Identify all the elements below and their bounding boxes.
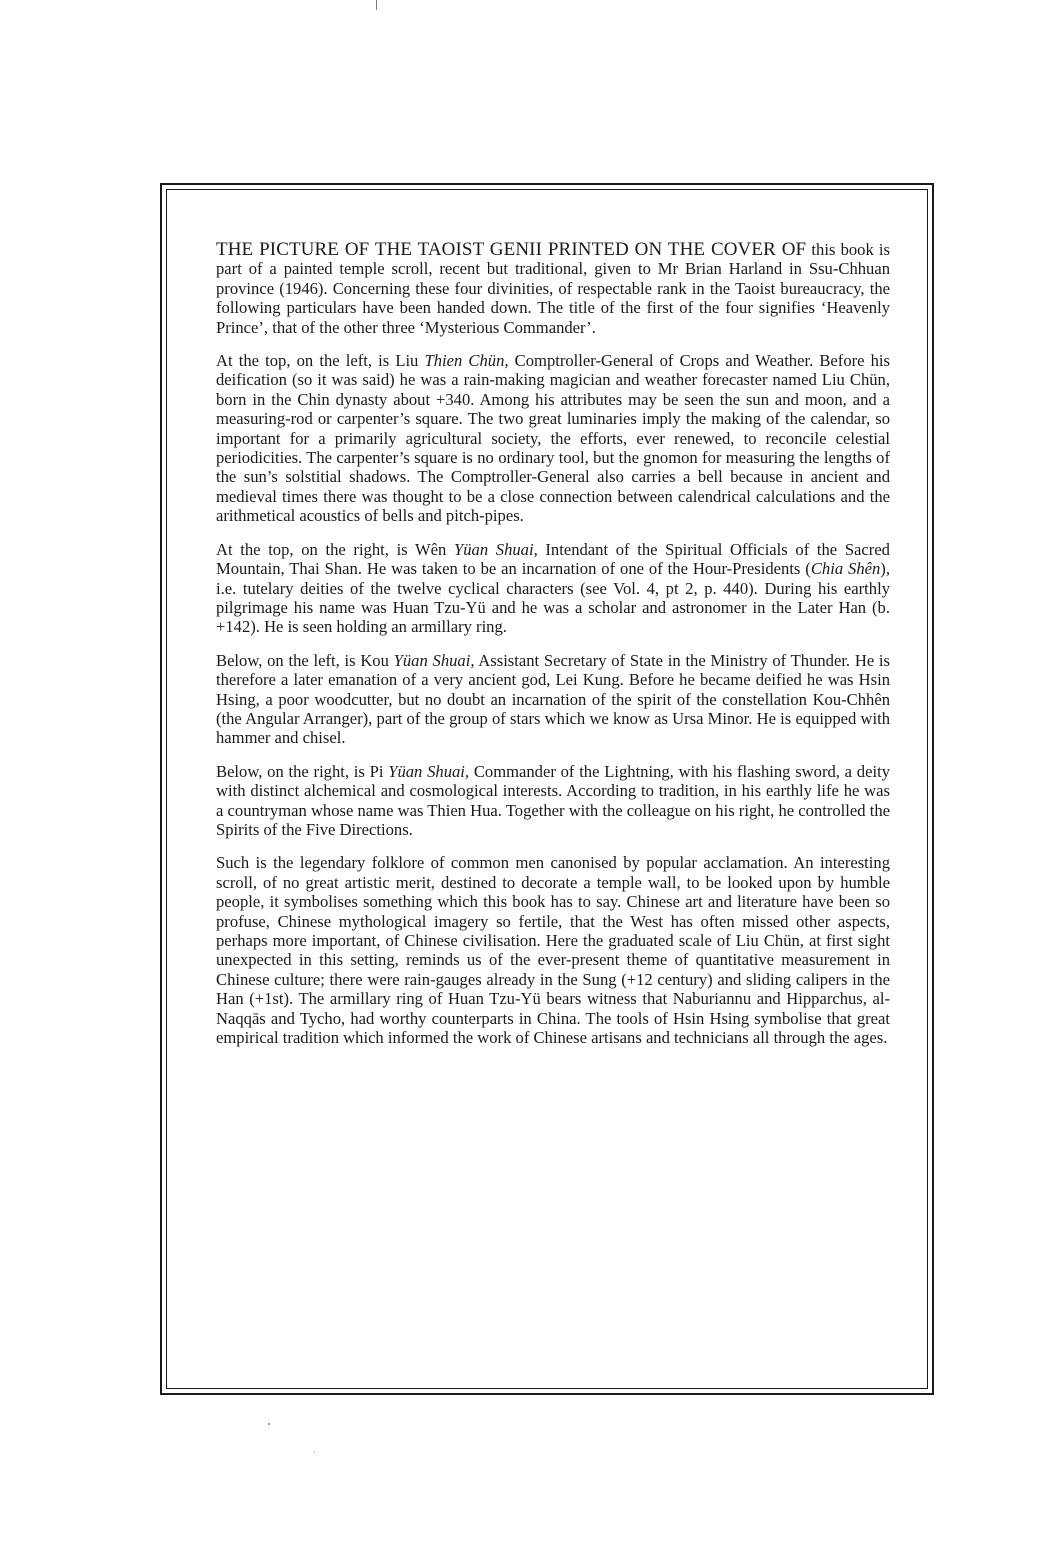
paragraph-5-text-a: Below, on the right, is Pi (216, 761, 389, 781)
paragraph-5-text-b: Commander of the Lightning, with his flashing sword, a deity with distinct alchemical and cosmological interests. According to tradition, in his earthly life he was a countryman whose name was Thien Hua. Together with the colleague on his right, he controlled the Spirits of the Five Directions. (216, 761, 890, 839)
paragraph-1-text: this book is part of a painted temple scroll, recent but traditional, given to Mr Brian Harland in Ssu-Chhuan province (1946). Concerning these four divinities, of respectable rank in the Taoist bureaucracy, the following particulars have been handed down. The title of the first of the four signifies ‘Heavenly Prince’, that of the other three ‘Mysterious Commander’. (216, 240, 891, 337)
paragraph-4-italic: Yüan Shuai, (393, 650, 475, 670)
scan-mark (376, 0, 377, 10)
paragraph-4 (216, 651, 890, 748)
paragraph-3 (216, 540, 890, 637)
paragraph-3-text-b: Intendant of the Spiritual Officials of the Sacred Mountain, Thai Shan. He was taken to be an incarnation of one of the Hour-Presidents ( (216, 539, 890, 579)
paragraph-2-italic: Thien Chün, (424, 351, 509, 371)
paragraph-4-text-b: Assistant Secretary of State in the Ministry of Thunder. He is therefore a later emanation of a very ancient god, Lei Kung. Before he became deified he was Hsin Hsing, a poor woodcutter, but no doubt an incarnation of the spirit of the constellation Kou-Chhên (the Angular Arranger), part of the group of stars which we know as Ursa Minor. He is equipped with hammer and chisel. (216, 650, 890, 748)
lead-caps: THE PICTURE OF THE TAOIST GENII PRINTED ON THE COVER OF (216, 239, 807, 260)
scan-speck (268, 1423, 270, 1425)
paragraph-3-text-a: At the top, on the right, is Wên (216, 539, 454, 559)
paragraph-1 (216, 240, 890, 337)
paragraph-2-text-b: Comptroller-General of Crops and Weather. Before his deification (so it was said) he was a rain-making magician and weather forecaster named Liu Chün, born in the Chin dynasty about +340. Among his attributes may be seen the sun and moon, and a measuring-rod or carpenter’s square. The two great luminaries imply the making of the calendar, so important for a primarily agricultural society, the efforts, ever renewed, to reconcile celestial periodicities. The carpenter’s square is no ordinary tool, but the gnomon for measuring the lengths of the sun’s solstitial shadows. The Comptroller-General also carries a bell because in ancient and medieval times there was thought to be a close connection between calendrical calculations and the arithmetical acoustics of bells and pitch-pipes. (216, 351, 890, 526)
paragraph-6: Such is the legendary folklore of common men canonised by popular acclamation. An interesting scroll, of no great artistic merit, destined to decorate a temple wall, to be looked upon by humble people, it symbolises something which this book has to say. Chinese art and literature have been so profuse, Chinese mythological imagery so fertile, that the West has often missed other aspects, perhaps more important, of Chinese civilisation. Here the graduated scale of Liu Chün, at first sight unexpected in this setting, reminds us of the ever-present theme of quantitative measurement in Chinese culture; there were rain-gauges already in the Sung (+12 century) and sliding calipers in the Han (+1st). The armillary ring of Huan Tzu-Yü bears witness that Naburiannu and Hipparchus, al-Naqqās and Tycho, had worthy counterparts in China. The tools of Hsin Hsing symbolise that great empirical tradition which informed the work of Chinese artisans and technicians all through the ages. (216, 853, 890, 1048)
body-text (216, 240, 890, 1061)
paragraph-5-italic: Yüan Shuai, (388, 761, 470, 781)
paragraph-3-italic-2: Chia Shên (810, 559, 881, 579)
paragraph-5 (216, 762, 890, 840)
scan-speck (314, 1452, 315, 1453)
paragraph-3-italic-1: Yüan Shuai, (454, 539, 538, 559)
paragraph-3-text-c: ), i.e. tutelary deities of the twelve cyclical characters (see Vol. 4, pt 2, p. 440). During his earthly pilgrimage his name was Huan Tzu-Yü and he was a scholar and astronomer in the Later Han (b. +142). He is seen holding an armillary ring. (216, 559, 890, 637)
paragraph-2-text-a: At the top, on the left, is Liu (216, 351, 425, 371)
paragraph-4-text-a: Below, on the left, is Kou (216, 650, 394, 670)
paragraph-2 (216, 351, 890, 526)
